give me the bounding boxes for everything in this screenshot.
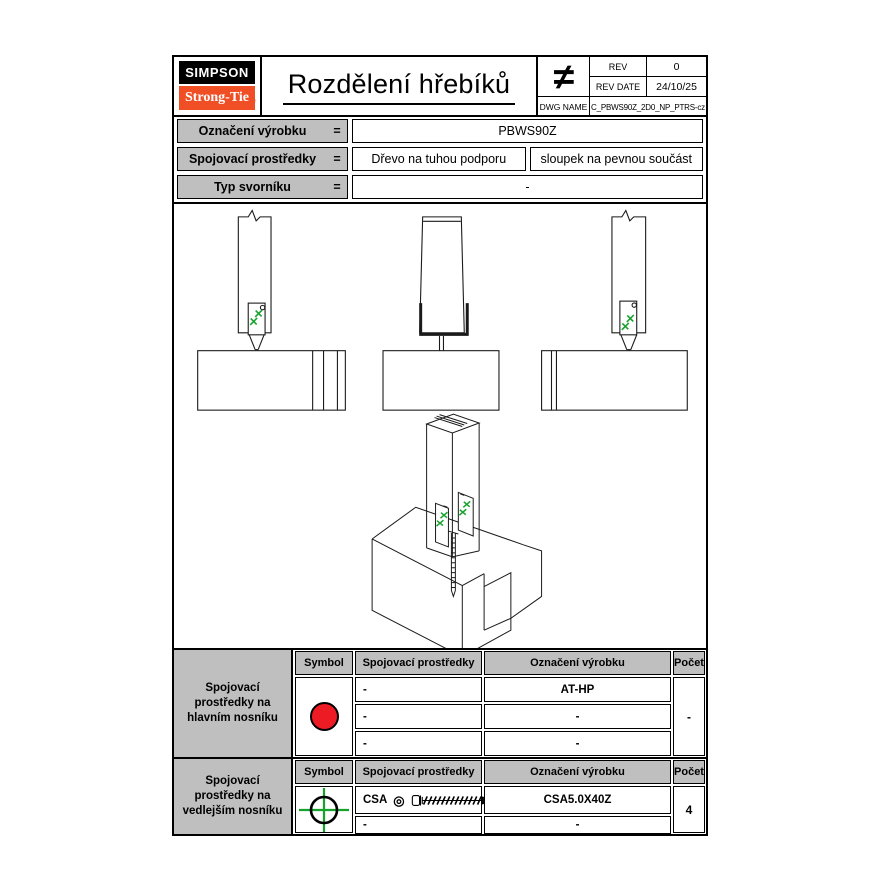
secondary-member-symbol-cell <box>295 786 353 833</box>
column-header-symbol: Symbol <box>295 760 353 784</box>
table-cell: - <box>484 816 671 834</box>
product-label-cell <box>177 119 348 143</box>
table-cell: - <box>484 704 671 729</box>
table-cell: - <box>355 816 482 834</box>
info-row-product <box>177 119 703 143</box>
strongtie-logo <box>179 86 255 110</box>
column-header-symbol: Symbol <box>295 651 353 675</box>
washer-head-icon: ◎ <box>393 792 405 808</box>
product-label: Označení výrobku <box>198 124 307 138</box>
view-isometric <box>372 414 541 648</box>
secondary-member-count: 4 <box>673 786 705 833</box>
equals-sign: = <box>333 124 341 138</box>
crosshair-circle-icon <box>297 787 351 833</box>
bolt-type-label-cell <box>177 175 348 199</box>
not-equal-symbol-cell <box>536 57 589 97</box>
table-cell: CSA5.0X40Z <box>484 786 671 814</box>
equals-sign: = <box>333 180 341 194</box>
info-row-fasteners <box>177 147 703 171</box>
fasteners-value-1: Dřevo na tuhou podporu <box>352 147 526 171</box>
fasteners-value-2: sloupek na pevnou součást <box>530 147 704 171</box>
column-header-fastener: Spojovací prostředky <box>355 760 482 784</box>
rev-label: REV <box>590 57 647 76</box>
rev-row <box>589 57 706 77</box>
registered-mark: ® <box>251 99 256 105</box>
column-header-count: Počet <box>673 651 705 675</box>
info-row-bolt-type <box>177 175 703 199</box>
main-member-symbol-cell <box>295 677 353 756</box>
column-header-product: Označení výrobku <box>484 651 671 675</box>
drawing-views <box>174 204 706 648</box>
main-member-row-label: Spojovací prostředky na hlavním nosníku <box>174 650 293 757</box>
fastener-table-main-member <box>174 650 706 759</box>
dwg-name-label: DWG NAME <box>536 97 589 117</box>
dwg-name-row <box>589 97 706 117</box>
view-front <box>383 217 499 410</box>
view-right <box>542 210 688 410</box>
simpson-logo: SIMPSON <box>179 61 255 84</box>
column-header-fastener: Spojovací prostředky <box>355 651 482 675</box>
rev-date-row <box>589 77 706 97</box>
product-value: PBWS90Z <box>352 119 703 143</box>
table-cell: - <box>484 731 671 756</box>
table-cell <box>355 786 482 814</box>
table-cell: - <box>355 704 482 729</box>
bolt-type-value: - <box>352 175 703 199</box>
drawing-area <box>174 202 706 650</box>
dwg-name-value: C_PBWS90Z_2D0_NP_PTRS-cz <box>591 102 705 112</box>
sheet-title-cell <box>262 57 536 117</box>
equals-sign: = <box>333 152 341 166</box>
fastener-table-secondary-member <box>174 759 706 834</box>
title-block <box>174 57 706 117</box>
strongtie-logo-text: Strong-Tie <box>184 90 250 105</box>
column-header-product: Označení výrobku <box>484 760 671 784</box>
column-header-count: Počet <box>673 760 705 784</box>
not-equal-icon: ≠ <box>553 55 574 97</box>
fasteners-label: Spojovací prostředky <box>188 152 317 166</box>
rev-date-label: REV DATE <box>590 77 647 96</box>
table-cell: AT-HP <box>484 677 671 702</box>
bolt-type-label: Typ svorníku <box>214 180 291 194</box>
secondary-member-row-label: Spojovací prostředky na vedlejším nosníku <box>174 759 293 834</box>
rev-date-value: 24/10/25 <box>656 80 697 93</box>
fastener-code: CSA <box>363 794 388 806</box>
red-circle-icon <box>310 702 339 731</box>
rev-value: 0 <box>673 60 680 73</box>
view-left <box>198 210 346 410</box>
drawing-sheet <box>172 55 708 836</box>
table-cell: - <box>355 677 482 702</box>
table-cell: - <box>355 731 482 756</box>
fasteners-label-cell <box>177 147 348 171</box>
logo-cell <box>174 57 262 117</box>
main-member-count: - <box>673 677 705 756</box>
sheet-title: Rozdělení hřebíků <box>283 69 516 105</box>
